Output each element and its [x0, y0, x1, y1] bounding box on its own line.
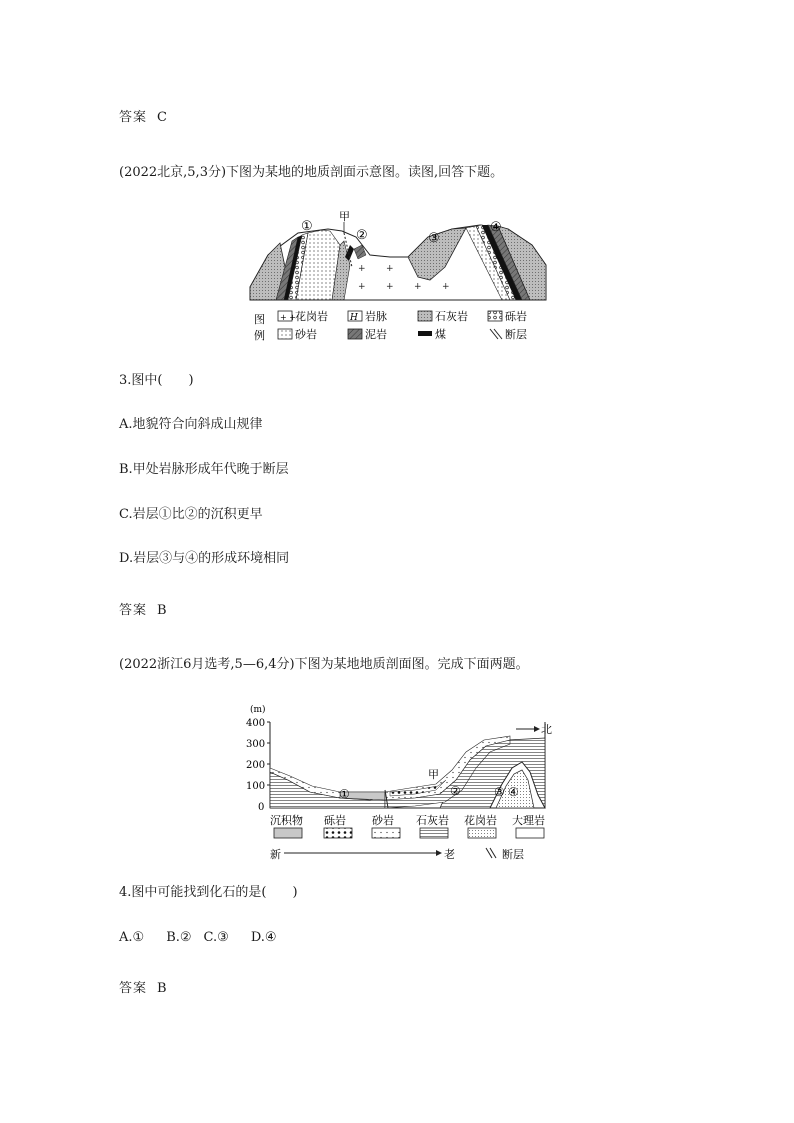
question-4-stem: 4.图中可能找到化石的是( ) — [119, 885, 298, 900]
legend-swatch-marble — [516, 828, 544, 838]
option-a: A.地貌符合向斜成山规律 — [119, 417, 263, 432]
y-tick-200: 200 — [246, 760, 266, 771]
label-new: 新 — [270, 848, 281, 861]
legend-fault: 断层 — [505, 328, 527, 341]
legend-limestone: 石灰岩 — [416, 814, 449, 827]
label-3: ③ — [494, 785, 505, 799]
question-4-options — [119, 930, 277, 946]
legend-conglomerate: 砾岩 — [505, 310, 527, 323]
answer-line — [119, 603, 167, 619]
y-tick-0: 0 — [258, 802, 265, 813]
geologic-section-figure-2 — [240, 700, 570, 865]
legend-swatch-mudstone — [348, 329, 362, 339]
north-label: 北 — [541, 723, 552, 736]
question-intro: (2022北京,5,3分)下图为某地的地质剖面示意图。读图,回答下题。 — [119, 165, 504, 180]
label-jia: 甲 — [339, 210, 350, 223]
y-tick-300: 300 — [246, 739, 266, 750]
label-2: ② — [450, 784, 461, 798]
option-b: B.② — [166, 930, 192, 945]
label-4: ④ — [508, 785, 519, 799]
option-c: C.岩层①比②的沉积更早 — [119, 507, 263, 522]
svg-text:+ +: + + — [280, 313, 296, 322]
y-ticks — [246, 718, 270, 813]
legend-swatch-sandstone — [278, 329, 292, 339]
legend-swatch-limestone — [418, 311, 432, 321]
label-1: ① — [301, 219, 313, 234]
legend-swatch-conglomerate — [324, 828, 352, 838]
label-2: ② — [356, 228, 368, 243]
legend-swatch-fault — [490, 329, 498, 339]
legend-conglomerate: 砾岩 — [324, 814, 346, 827]
option-d: D.岩层③与④的形成环境相同 — [119, 551, 290, 566]
label-3: ③ — [428, 231, 440, 246]
legend-swatch-limestone — [420, 828, 448, 838]
legend-swatch-sandstone — [372, 828, 400, 838]
legend-swatch-coal — [418, 331, 432, 336]
label-1: ① — [339, 787, 350, 801]
svg-text:H: H — [350, 313, 358, 323]
answer-label: 答案 — [119, 981, 148, 996]
answer-line — [119, 981, 167, 997]
label-fault: 断层 — [502, 848, 524, 861]
geologic-section-figure-1 — [240, 205, 550, 350]
answer-value: B — [157, 981, 167, 996]
legend-swatch-sediment — [274, 828, 302, 838]
legend-dike: 岩脉 — [365, 310, 387, 323]
legend-sandstone: 砂岩 — [372, 814, 394, 827]
legend-swatch-granite — [468, 828, 496, 838]
legend-sediment: 沉积物 — [270, 814, 303, 827]
answer-line — [119, 110, 167, 126]
label-jia: 甲 — [428, 768, 439, 781]
legend-title-2: 例 — [254, 329, 265, 342]
answer-value: C — [157, 110, 167, 125]
answer-value: B — [157, 603, 167, 618]
answer-label: 答案 — [119, 110, 148, 125]
label-old: 老 — [444, 848, 455, 861]
option-b: B.甲处岩脉形成年代晚于断层 — [119, 462, 289, 477]
legend-swatch-conglomerate — [488, 311, 502, 321]
legend-mudstone: 泥岩 — [365, 328, 387, 341]
legend-limestone: 石灰岩 — [435, 310, 468, 323]
question-3-stem: 3.图中( ) — [119, 373, 194, 388]
legend-granite: 花岗岩 — [295, 310, 328, 323]
y-tick-100: 100 — [246, 781, 266, 792]
y-unit: (m) — [250, 705, 266, 715]
legend-title-1: 图 — [254, 313, 265, 326]
legend-marble: 大理岩 — [512, 814, 545, 827]
answer-label: 答案 — [119, 603, 148, 618]
option-a: A.① — [119, 930, 145, 945]
legend-coal: 煤 — [435, 328, 446, 341]
option-d: D.④ — [250, 930, 277, 945]
option-c: C.③ — [203, 930, 229, 945]
legend-granite: 花岗岩 — [464, 814, 497, 827]
label-4: ④ — [490, 220, 502, 235]
legend-sandstone: 砂岩 — [295, 328, 317, 341]
y-tick-400: 400 — [246, 718, 266, 729]
question-intro: (2022浙江6月选考,5—6,4分)下图为某地地质剖面图。完成下面两题。 — [119, 657, 529, 672]
